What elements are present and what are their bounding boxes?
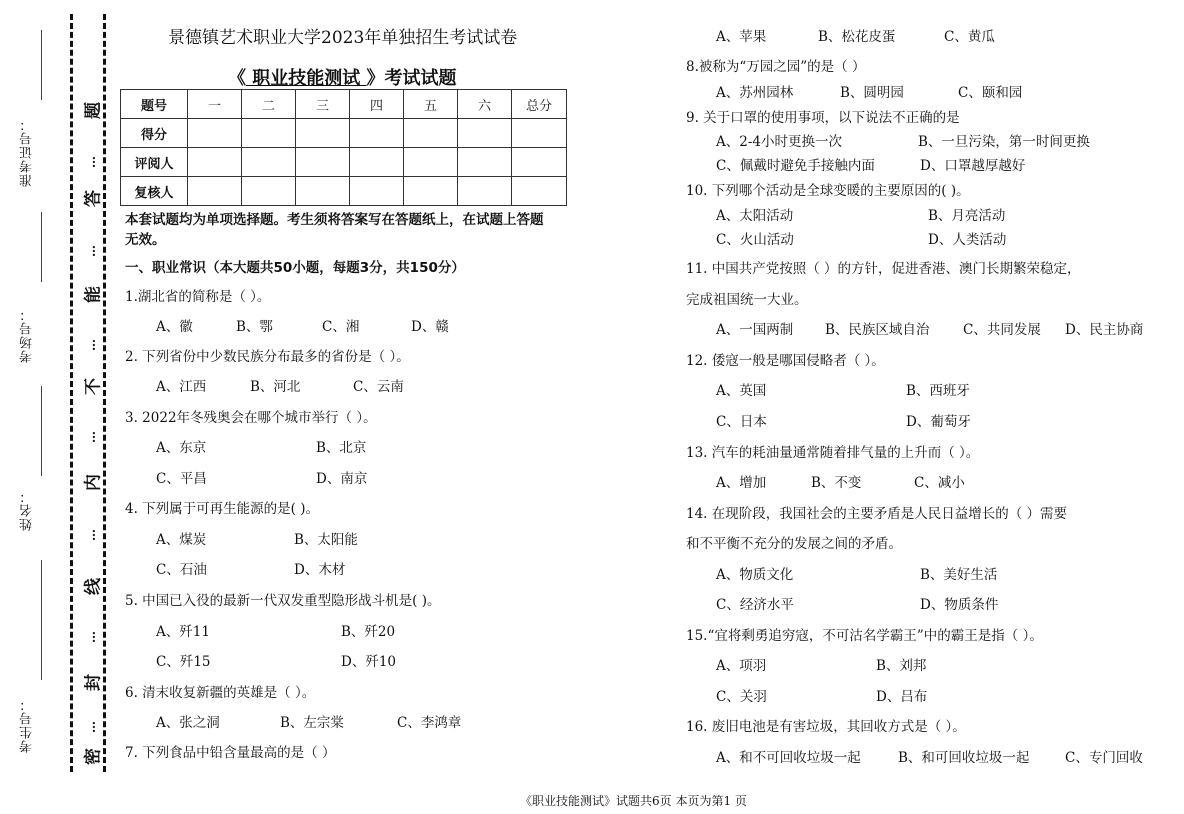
subtitle-open: 《 — [228, 68, 246, 89]
option: D、歼10 — [341, 654, 397, 670]
option: B、歼20 — [341, 624, 396, 640]
seal-char: 能 — [83, 286, 104, 303]
question-stem: 7. 下列食品中铅含量最高的是（ ） — [125, 745, 336, 761]
field-line — [41, 560, 42, 680]
option: D、南京 — [316, 471, 368, 487]
seal-dots: … — [84, 156, 98, 168]
table-row — [121, 148, 567, 177]
option: B、河北 — [250, 379, 301, 395]
option: B、松花皮蛋 — [818, 29, 896, 45]
option: C、平昌 — [156, 471, 207, 487]
seal-char: 密 — [83, 748, 104, 765]
score-cell[interactable] — [296, 119, 350, 148]
row-label: 评阅人 — [121, 148, 188, 177]
score-cell[interactable] — [296, 148, 350, 177]
table-header-cell: 一 — [188, 90, 242, 119]
score-cell[interactable] — [512, 177, 567, 206]
seal-char: 线 — [83, 578, 104, 595]
option: D、物质条件 — [920, 597, 999, 613]
option: A、歼11 — [156, 624, 210, 640]
option: A、张之洞 — [156, 715, 220, 731]
option: A、英国 — [716, 383, 767, 399]
table-header-cell: 四 — [350, 90, 404, 119]
option: A、物质文化 — [716, 567, 794, 583]
score-cell[interactable] — [404, 177, 458, 206]
seal-dots: … — [84, 529, 98, 541]
score-cell[interactable] — [404, 119, 458, 148]
option: A、苹果 — [716, 29, 767, 45]
table-header-cell: 六 — [458, 90, 512, 119]
score-cell[interactable] — [512, 119, 567, 148]
option: C、日本 — [716, 414, 767, 430]
exam-ticket-label: 准考证号： — [20, 117, 35, 187]
option: B、月亮活动 — [928, 208, 1006, 224]
score-cell[interactable] — [242, 148, 296, 177]
option: C、云南 — [353, 379, 404, 395]
question-stem-continued: 和不平衡不充分的发展之间的矛盾。 — [686, 536, 902, 552]
name-label: 姓名： — [20, 489, 35, 531]
question-stem: 9. 关于口罩的使用事项，以下说法不正确的是 — [686, 110, 960, 126]
question-stem: 5. 中国已入役的最新一代双发重型隐形战斗机是( )。 — [125, 593, 441, 609]
question-stem: 10. 下列哪个活动是全球变暖的主要原因的( )。 — [686, 183, 970, 199]
score-table-header — [121, 90, 567, 119]
option: B、美好生活 — [920, 567, 998, 583]
question-stem: 2. 下列省份中少数民族分布最多的省份是（ ）。 — [125, 349, 410, 365]
option: B、一旦污染，第一时间更换 — [918, 134, 1090, 150]
option: C、颐和园 — [958, 85, 1023, 101]
option: C、石油 — [156, 562, 207, 578]
option: C、湘 — [322, 319, 360, 335]
score-cell[interactable] — [458, 119, 512, 148]
option: D、吕布 — [876, 689, 928, 705]
option: A、2-4小时更换一次 — [716, 134, 842, 150]
option: B、圆明园 — [840, 85, 904, 101]
option: B、刘邦 — [876, 658, 927, 674]
option: B、北京 — [316, 440, 367, 456]
field-line — [41, 386, 42, 476]
question-stem: 13. 汽车的耗油量通常随着排气量的上升而（ ）。 — [686, 445, 980, 461]
table-header-cell: 五 — [404, 90, 458, 119]
score-cell[interactable] — [188, 148, 242, 177]
score-cell[interactable] — [458, 177, 512, 206]
option: C、黄瓜 — [944, 29, 995, 45]
score-cell[interactable] — [458, 148, 512, 177]
field-line — [41, 30, 42, 100]
instructions-line-1: 本套试题均为单项选择题。考生须将答案写在答题纸上，在试题上答题 — [125, 212, 544, 228]
table-row — [121, 119, 567, 148]
page-footer: 《职业技能测试》试题共6页 本页为第1 页 — [520, 794, 747, 808]
option: A、苏州园林 — [716, 85, 794, 101]
option: A、增加 — [716, 475, 767, 491]
score-table — [120, 89, 567, 206]
instructions-line-2: 无效。 — [125, 232, 166, 248]
question-stem-continued: 完成祖国统一大业。 — [686, 292, 808, 308]
table-header-cell: 三 — [296, 90, 350, 119]
question-stem: 12. 倭寇一般是哪国侵略者（ ）。 — [686, 353, 885, 369]
option: C、专门回收 — [1065, 750, 1143, 766]
option: B、民族区域自治 — [825, 322, 930, 338]
seal-dots: … — [84, 245, 98, 257]
option: A、太阳活动 — [716, 208, 794, 224]
question-stem: 8.被称为“万园之园”的是（ ） — [686, 59, 866, 75]
question-stem: 15.“宜将剩勇追穷寇，不可沽名学霸王”中的霸王是指（ ）。 — [686, 628, 1043, 644]
table-header-cell: 题号 — [121, 90, 188, 119]
dashed-line-outer — [70, 14, 73, 772]
seal-char: 答 — [83, 190, 104, 207]
option: B、不变 — [811, 475, 862, 491]
option: A、一国两制 — [716, 322, 794, 338]
exam-room-label: 考场号： — [20, 307, 35, 363]
score-cell[interactable] — [296, 177, 350, 206]
seal-dots: … — [84, 721, 98, 733]
option: C、火山活动 — [716, 232, 794, 248]
score-cell[interactable] — [188, 177, 242, 206]
score-cell[interactable] — [242, 119, 296, 148]
option: A、项羽 — [716, 658, 767, 674]
question-stem: 1.湖北省的简称是（ ）。 — [125, 289, 271, 305]
option: D、口罩越厚越好 — [920, 158, 1026, 174]
option: A、徽 — [156, 319, 193, 335]
exam-subtitle — [228, 64, 457, 90]
table-header-cell: 二 — [242, 90, 296, 119]
field-line — [41, 212, 42, 282]
table-row — [121, 177, 567, 206]
seal-char: 题 — [83, 102, 104, 119]
score-cell[interactable] — [188, 119, 242, 148]
option: A、江西 — [156, 379, 207, 395]
question-stem: 16. 废旧电池是有害垃圾，其回收方式是（ ）。 — [686, 719, 966, 735]
score-cell[interactable] — [350, 177, 404, 206]
option: D、木材 — [294, 562, 346, 578]
subtitle-close: 》考试试题 — [366, 68, 457, 89]
table-header-cell: 总分 — [512, 90, 567, 119]
option: C、歼15 — [156, 654, 211, 670]
exam-title: 景德镇艺术职业大学2023年单独招生考试试卷 — [168, 28, 518, 48]
question-stem: 11. 中国共产党按照（ ）的方针，促进香港、澳门长期繁荣稳定， — [686, 261, 1081, 277]
row-label: 得分 — [121, 119, 188, 148]
seal-dots: … — [84, 339, 98, 351]
option: B、和可回收垃圾一起 — [898, 750, 1030, 766]
seal-char: 不 — [83, 378, 104, 395]
option: C、李鸿章 — [397, 715, 462, 731]
option: C、经济水平 — [716, 597, 794, 613]
option: A、和不可回收垃圾一起 — [716, 750, 861, 766]
option: D、人类活动 — [928, 232, 1007, 248]
seal-char: 内 — [83, 474, 104, 491]
question-stem: 14. 在现阶段，我国社会的主要矛盾是人民日益增长的（ ）需要 — [686, 506, 1068, 522]
candidate-number-label: 考生号： — [20, 697, 35, 753]
option: B、西班牙 — [906, 383, 970, 399]
option: C、佩戴时避免手接触内面 — [716, 158, 875, 174]
seal-dots: … — [84, 631, 98, 643]
option: D、民主协商 — [1065, 322, 1144, 338]
option: D、葡萄牙 — [906, 414, 971, 430]
section-heading: 一、职业常识（本大题共50小题，每题3分，共150分） — [125, 260, 465, 276]
score-cell[interactable] — [350, 119, 404, 148]
option: A、煤炭 — [156, 532, 207, 548]
score-cell[interactable] — [350, 148, 404, 177]
seal-char: 封 — [83, 674, 104, 691]
option: C、关羽 — [716, 689, 767, 705]
option: D、赣 — [411, 319, 449, 335]
option: B、左宗棠 — [280, 715, 344, 731]
question-stem: 4. 下列属于可再生能源的是( )。 — [125, 501, 319, 517]
option: B、鄂 — [236, 319, 273, 335]
option: C、共同发展 — [963, 322, 1041, 338]
option: B、太阳能 — [294, 532, 358, 548]
option: C、减小 — [914, 475, 965, 491]
score-cell[interactable] — [404, 148, 458, 177]
score-cell[interactable] — [242, 177, 296, 206]
question-stem: 6. 清末收复新疆的英雄是（ ）。 — [125, 685, 316, 701]
option: A、东京 — [156, 440, 207, 456]
subject-name: 职业技能测试 — [246, 68, 367, 89]
question-stem: 3. 2022年冬残奥会在哪个城市举行（ ）。 — [125, 410, 377, 426]
score-cell[interactable] — [512, 148, 567, 177]
seal-dots: … — [84, 431, 98, 443]
row-label: 复核人 — [121, 177, 188, 206]
